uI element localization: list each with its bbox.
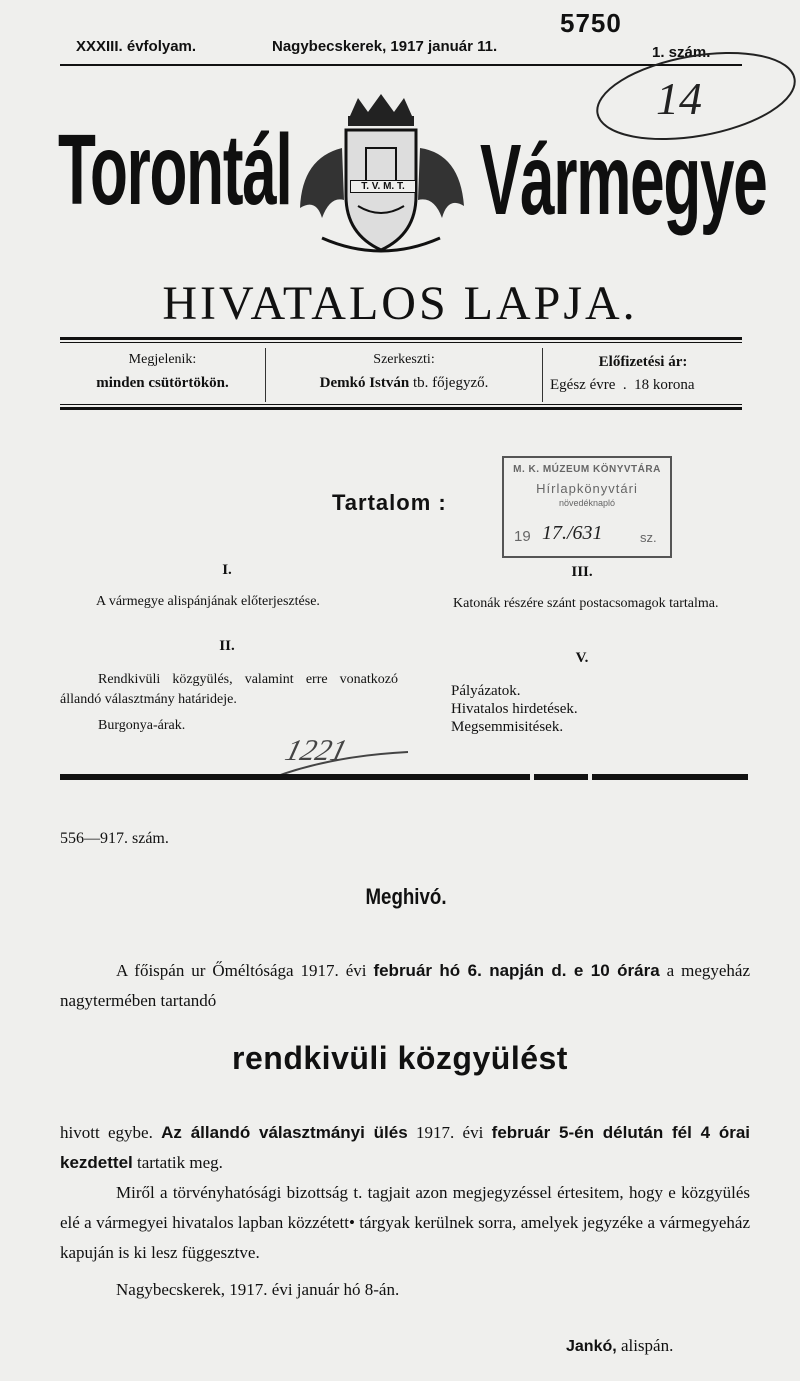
info-bar-divider [542, 348, 543, 402]
signature-name: Jankó, [566, 1338, 617, 1355]
contents-section5-number: V. [575, 650, 589, 666]
masthead-title-left: Torontál [58, 114, 292, 226]
article-big-title: rendkivüli közgyülést [232, 1040, 568, 1076]
masthead-subtitle: HIVATALOS LAPJA. [162, 277, 638, 330]
article-paragraph-2 [60, 1118, 750, 1178]
p2-text-e: tartatik meg. [137, 1153, 223, 1172]
handwritten-number: 14 [656, 73, 702, 124]
contents-section2-extra: Burgonya-árak. [98, 718, 186, 733]
section-separator [60, 774, 530, 780]
article-signature [566, 1336, 673, 1356]
contents-section5-item: Megsemmisitések. [451, 719, 564, 735]
p2-text-d: február 5-én délután fél 4 órai kezdettel [60, 1123, 751, 1172]
p2-text-a: hivott egybe. [60, 1123, 153, 1142]
section-separator [534, 774, 588, 780]
place-date: Nagybecskerek, 1917 január 11. [272, 38, 498, 55]
library-stamp [502, 456, 672, 558]
stamp-line2: Hírlapkönyvtári [536, 481, 638, 496]
section-separator [592, 774, 748, 780]
contents-section5-list [451, 682, 578, 736]
editor-value [266, 375, 542, 392]
signature-title: alispán. [620, 1336, 674, 1355]
stamp-suffix: sz. [640, 530, 657, 545]
issue-number: 1. szám. [652, 44, 711, 61]
p2-text-b: Az állandó választmányi ülés [161, 1123, 408, 1142]
info-bar-bottom-rule [60, 407, 742, 410]
contents-section5-item: Hivatalos hirdetések. [451, 701, 578, 717]
stamp-line1: M. K. MÚZEUM KÖNYVTÁRA [513, 464, 661, 475]
contents-section2-number: II. [219, 638, 235, 654]
article-heading: Meghivó. [365, 884, 447, 909]
stamp-line3: növedéknapló [558, 498, 616, 508]
stamp-number: 5750 [560, 8, 622, 38]
crest-initials: T. V. M. T. [350, 180, 416, 193]
p1-text-a: A főispán ur Őméltósága 1917. évi [116, 961, 367, 980]
p1-text-c: a megyeház nagytermében tartandó [60, 961, 751, 1010]
info-bar-top-rule-thin [60, 342, 742, 343]
contents-section1-number: I. [222, 562, 232, 578]
contents-section3-number: III. [571, 564, 593, 580]
info-bar-bottom-rule-thin [60, 404, 742, 405]
masthead-title-right: Vármegye [480, 124, 767, 236]
subscription-value: Egész évre . 18 korona [550, 377, 695, 393]
p1-text-b: február hó 6. napján d. e 10 órára [373, 961, 660, 980]
publication-value: minden csütörtökön. [96, 375, 229, 391]
editor-title: tb. főjegyző. [412, 375, 489, 391]
editor-label: Szerkeszti: [373, 352, 435, 367]
article-ref-number: 556—917. szám. [60, 830, 169, 847]
editor-name: Demkó István [319, 375, 410, 391]
volume-label: XXXIII. évfolyam. [76, 38, 197, 55]
contents-section5-item: Pályázatok. [451, 683, 521, 699]
stamp-year-prefix: 19 [514, 528, 531, 545]
contents-section2-text: Rendkivüli közgyülés, valamint erre vonatkozó állandó választmány határideje. [60, 672, 398, 707]
contents-section1-text: A vármegye alispánjának előterjesztése. [96, 594, 320, 609]
contents-heading: Tartalom : [332, 490, 447, 515]
article-paragraph-3: Miről a törvényhatósági bizottság t. tagjait azon megjegyzéssel értesitem, hogy e közgyülés elé a vármegyei hivatalos lapban közzétett• tárgyak kerülnek sorra, amelyek jegyzéke a vármegyeház kapuján is ki lesz függesztve. [60, 1183, 750, 1262]
publication-label: Megjelenik: [128, 352, 197, 367]
contents-section3-text: Katonák részére szánt postacsomagok tartalma. [453, 596, 719, 611]
article-paragraph-1 [60, 956, 750, 1016]
coat-of-arms-icon [292, 88, 470, 266]
article-date-line: Nagybecskerek, 1917. évi január hó 8-án. [116, 1280, 400, 1299]
p2-text-c: 1917. évi [415, 1123, 484, 1142]
handwritten-number: 1221 [281, 734, 351, 767]
stamp-handwritten-number: 17./631 [542, 522, 603, 544]
subscription-label: Előfizetési ár: [598, 354, 688, 370]
info-bar-top-rule [60, 337, 742, 340]
